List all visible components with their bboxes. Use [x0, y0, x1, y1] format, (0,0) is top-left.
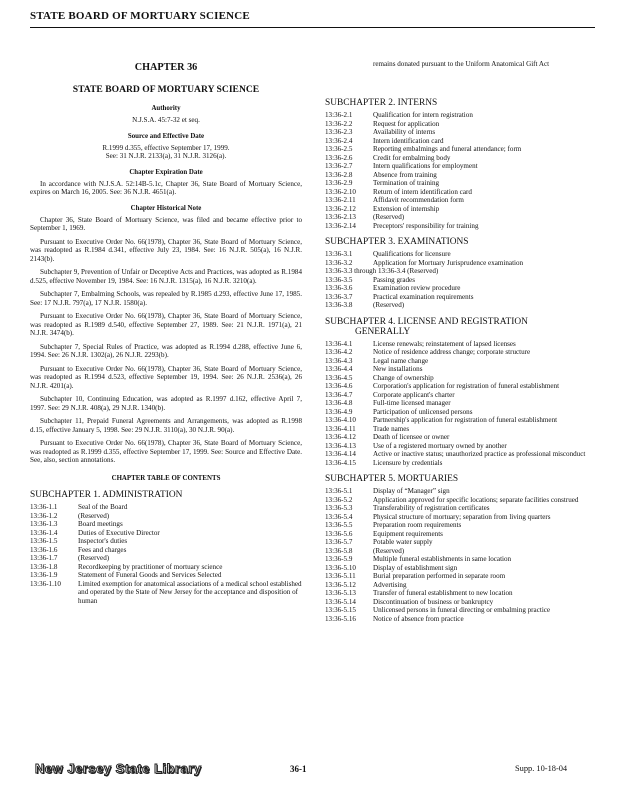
section-title: Notice of absence from practice: [373, 614, 464, 623]
section-list: [325, 250, 597, 310]
section-number: 13:36-4.15: [325, 458, 356, 467]
section-title: Potable water supply: [373, 538, 433, 546]
right-column: [325, 91, 597, 623]
section-title: Inspector's duties: [78, 537, 128, 545]
section-number: 13:36-4.4: [325, 365, 353, 373]
section-number: 13:36-2.12: [325, 204, 356, 213]
expiration-text: In accordance with N.J.S.A. 52:14B-5.1c, Chapter 36, State Board of Mortuary Science, expires on March 16, 2005. See: 36 N.J.R. 4651(a).: [30, 179, 302, 196]
source-line: See: 31 N.J.R. 2133(a), 31 N.J.R. 3126(a).: [105, 152, 227, 160]
authority-text: N.J.S.A. 45:7-32 et seq.: [132, 116, 200, 124]
section-title: Absence from training: [373, 170, 437, 179]
section-title: Participation of unlicensed persons: [373, 407, 473, 416]
section-title: Availability of interns: [373, 128, 436, 136]
history-paragraph: Subchapter 11, Prepaid Funeral Agreements and Arrangements, was adopted as R.1998 d.15, effective January 5, 1998. See: 29 N.J.R. 3110(a), 30 N.J.R. 90(a).: [30, 417, 302, 434]
section-number: 13:36-5.9: [325, 555, 353, 563]
continued-text: remains donated pursuant to the Uniform Anatomical Gift Act: [373, 60, 550, 68]
history-paragraph: Pursuant to Executive Order No. 66(1978), Chapter 36, State Board of Mortuary Science, was readopted as R.1984 d.341, effective July 23, 1984. See: 16 N.J.R. 505(a), 16 N.J.R. 2143(b).: [30, 237, 302, 263]
page-number: 36-1: [290, 764, 307, 774]
section-number: 13:36-2.13: [325, 213, 356, 221]
section-number: 13:36-5.16: [325, 614, 356, 623]
section-title: Advertising: [373, 580, 407, 589]
section-title: Affidavit recommendation form: [373, 196, 464, 204]
section-title: Unlicensed persons in funeral directing or embalming practice: [373, 606, 551, 614]
section-number: 13:36-4.10: [325, 416, 356, 424]
section-number: 13:36-5.2: [325, 495, 353, 504]
section-number: 13:36-2.3: [325, 128, 353, 136]
section-number: 13:36-1.8: [30, 562, 58, 571]
section-list: [325, 111, 597, 230]
subchapter-heading: SUBCHAPTER 1. ADMINISTRATION: [30, 490, 183, 500]
section-number: 13:36-4.6: [325, 382, 353, 390]
section-number: 13:36-4.3: [325, 356, 353, 365]
section-title: Seal of the Board: [78, 503, 128, 511]
header-rule: [30, 27, 595, 28]
section-title: Examination review procedure: [373, 284, 461, 292]
section-title: Change of ownership: [373, 373, 434, 382]
section-number: 13:36-5.11: [325, 572, 356, 580]
running-head: STATE BOARD OF MORTUARY SCIENCE: [30, 10, 250, 22]
section-number: 13:36-4.7: [325, 390, 353, 399]
section-number: 13:36-2.5: [325, 145, 353, 153]
section-title: Board meetings: [78, 520, 123, 528]
section-number: 13:36-2.7: [325, 162, 353, 170]
history-paragraph: Pursuant to Executive Order No. 66(1978), Chapter 36, State Board of Mortuary Science, was readopted as R.1999 d.355, effective September 17, 1999. See: Source and Effective Date. See, also, section annotations.: [30, 439, 302, 464]
section-title: Discontinuation of business or bankruptcy: [373, 597, 494, 606]
section-list: [325, 487, 597, 623]
section-number: 13:36-4.13: [325, 441, 356, 450]
subchapter-heading: SUBCHAPTER 2. INTERNS: [325, 98, 438, 108]
section-number: 13:36-4.12: [325, 433, 356, 441]
section-title: Statement of Funeral Goods and Services Selected: [78, 571, 222, 579]
section-title: Display of “Manager” sign: [373, 487, 450, 495]
section-title: Transfer of funeral establishment to new location: [373, 589, 513, 597]
section-title: New installations: [373, 365, 423, 373]
history-paragraph: Subchapter 7, Special Rules of Practice, was adopted as R.1994 d.288, effective June 6, 1994. See: 26 N.J.R. 1302(a), 26 N.J.R. 2293(b).: [30, 342, 302, 359]
section-number: 13:36-3.8: [325, 301, 353, 309]
section-number: 13:36-2.8: [325, 170, 353, 179]
section-title: (Reserved): [78, 511, 110, 520]
section-title: License renewals; reinstatement of lapsed licenses: [373, 339, 516, 348]
subchapter-heading: SUBCHAPTER 3. EXAMINATIONS: [325, 237, 469, 247]
section-number: 13:36-4.14: [325, 450, 356, 458]
chapter-number: CHAPTER 36: [134, 62, 198, 73]
section-number: 13:36-5.5: [325, 521, 353, 529]
section-number: 13:36-2.6: [325, 153, 353, 162]
section-number: 13:36-1.3: [30, 520, 58, 528]
section-number: 13:36-1.9: [30, 571, 58, 579]
section-number: 13:36-5.13: [325, 589, 356, 597]
section-title: Equipment requirements: [373, 529, 443, 538]
history-paragraph: Pursuant to Executive Order No. 66(1978), Chapter 36, State Board of Mortuary Science, was readopted as R.1989 d.540, effective September 27, 1989. See: 21 N.J.R. 1971(a), 21 N.J.R. 3474(b).: [30, 312, 302, 337]
history-paragraphs: [30, 216, 302, 465]
section-number: 13:36-4.11: [325, 424, 356, 433]
section-number: 13:36-1.6: [30, 545, 58, 554]
section-title: Application for Mortuary Jurisprudence examination: [373, 258, 524, 267]
section-title: Corporation's application for registration of funeral establishment: [373, 382, 560, 390]
section-title: Active or inactive status; unauthorized practice as professional misconduct: [373, 450, 586, 458]
toc-heading: CHAPTER TABLE OF CONTENTS: [111, 474, 221, 482]
section-title: Preparation room requirements: [373, 521, 462, 529]
history-paragraph: Subchapter 10, Continuing Education, was adopted as R.1997 d.162, effective April 7, 1997. See: 29 N.J.R. 408(a), 29 N.J.R. 1340(b).: [30, 395, 302, 412]
history-paragraph: Subchapter 7, Embalming Schools, was repealed by R.1985 d.293, effective June 17, 1985. See: 17 N.J.R. 797(a), 17 N.J.R. 1580(a).: [30, 290, 302, 307]
section-title: Reporting embalmings and funeral attendance; form: [373, 145, 522, 153]
section-range: 13:36-3.3 through 13:36-3.4 (Reserved): [325, 267, 439, 275]
section-title: Passing grades: [373, 275, 415, 284]
section-number: 13:36-5.12: [325, 580, 356, 589]
section-title: Recordkeeping by practitioner of mortuary science: [78, 562, 223, 571]
section-title: Physical structure of mortuary; separation from living quarters: [373, 512, 551, 521]
section-title: Corporate applicant's charter: [373, 390, 455, 399]
expiration-heading: Chapter Expiration Date: [129, 168, 203, 176]
section-title: Trade names: [373, 424, 410, 433]
section-title: (Reserved): [373, 301, 405, 309]
section-number: 13:36-3.6: [325, 284, 353, 292]
section-title: Death of licensee or owner: [373, 433, 450, 441]
section-title: Qualifications for licensure: [373, 250, 451, 258]
section-list: [325, 340, 597, 468]
source-heading: Source and Effective Date: [127, 132, 205, 140]
section-number: 13:36-3.1: [325, 250, 353, 258]
section-number: 13:36-5.14: [325, 597, 356, 606]
section-title: Credit for embalming body: [373, 153, 451, 162]
section-title: Licensure by credentials: [373, 458, 443, 467]
history-heading: Chapter Historical Note: [130, 204, 202, 212]
chapter-title: STATE BOARD OF MORTUARY SCIENCE: [72, 84, 260, 95]
section-title: (Reserved): [373, 213, 405, 221]
section-number: 13:36-1.2: [30, 511, 58, 520]
section-number: 13:36-5.1: [325, 487, 353, 495]
section-number: 13:36-4.5: [325, 373, 353, 382]
section-title: (Reserved): [78, 554, 110, 562]
section-number: 13:36-1.4: [30, 528, 58, 537]
section-number: 13:36-4.9: [325, 407, 353, 416]
section-title: Qualification for intern registration: [373, 111, 473, 119]
section-number: 13:36-2.11: [325, 196, 356, 204]
section-number: 13:36-1.5: [30, 537, 58, 545]
section-title: Request for application: [373, 119, 440, 128]
history-paragraph: Pursuant to Executive Order No. 66(1978), Chapter 36, State Board of Mortuary Science, was readopted as R.1994 d.523, effective September 19, 1994. See: 26 N.J.R. 2536(a), 26 N.J.R. 4201(a).: [30, 364, 302, 390]
section-number: 13:36-5.4: [325, 512, 353, 521]
section-number: 13:36-5.6: [325, 529, 353, 538]
section-title: Duties of Executive Director: [78, 528, 160, 537]
section-number: 13:36-5.15: [325, 606, 356, 614]
section-number: 13:36-4.1: [325, 339, 353, 348]
section-number: 13:36-5.10: [325, 563, 356, 572]
authority-heading: Authority: [151, 105, 181, 112]
section-list: [30, 503, 302, 605]
section-number: 13:36-2.10: [325, 187, 356, 196]
section-title: (Reserved): [373, 546, 405, 555]
section-number: 13:36-4.8: [325, 399, 353, 407]
section-title: Return of intern identification card: [373, 187, 472, 196]
section-title: Display of establishment sign: [373, 563, 458, 572]
section-number: 13:36-5.3: [325, 504, 353, 512]
library-logo: New Jersey State Library: [35, 761, 202, 776]
history-paragraph: Chapter 36, State Board of Mortuary Science, was filed and became effective prior to September 1, 1969.: [30, 215, 302, 232]
section-number: 13:36-3.5: [325, 275, 353, 284]
section-number: 13:36-5.7: [325, 538, 353, 546]
subchapter-heading: SUBCHAPTER 4. LICENSE AND REGISTRATION: [325, 316, 528, 327]
section-title: Intern qualifications for employment: [373, 162, 478, 170]
section-number: 13:36-3.7: [325, 292, 353, 301]
section-number: 13:36-2.9: [325, 179, 353, 187]
source-line: R.1999 d.355, effective September 17, 1999.: [102, 143, 230, 152]
section-number: 13:36-1.7: [30, 554, 58, 562]
section-title: Partnership's application for registration of funeral establishment: [373, 416, 558, 424]
section-title: Preceptors' responsibility for training: [373, 221, 479, 230]
section-title: Legal name change: [373, 356, 429, 365]
section-title: Intern identification card: [373, 136, 444, 145]
section-title: Transferability of registration certificates: [373, 504, 490, 512]
section-title: Termination of training: [373, 179, 440, 187]
section-title: Use of a registered mortuary owned by another: [373, 441, 507, 450]
section-number: 13:36-2.2: [325, 119, 353, 128]
section-number: 13:36-2.4: [325, 136, 353, 145]
section-number: 13:36-1.10: [30, 579, 61, 588]
section-title: Fees and charges: [78, 545, 127, 554]
section-number: 13:36-3.2: [325, 258, 353, 267]
section-number: 13:36-4.2: [325, 348, 353, 356]
subchapter-heading-continued: GENERALLY: [355, 326, 411, 337]
section-title: Limited exemption for anatomical associations of a medical school established and operated by the State of New Jersey for the acceptance and disposition of human: [78, 579, 302, 605]
section-number: 13:36-5.8: [325, 546, 353, 555]
subchapter-heading: SUBCHAPTER 5. MORTUARIES: [325, 474, 459, 484]
section-title: Notice of residence address change; corporate structure: [373, 348, 531, 356]
section-number: 13:36-1.1: [30, 503, 58, 511]
section-title: Burial preparation performed in separate room: [373, 572, 506, 580]
section-title: Application approved for specific locations; separate facilities construed: [373, 495, 579, 504]
section-number: 13:36-2.14: [325, 221, 356, 230]
section-title: Full-time licensed manager: [373, 399, 451, 407]
section-number: 13:36-2.1: [325, 111, 353, 119]
supplement-date: Supp. 10-18-04: [515, 764, 568, 773]
section-title: Extension of internship: [373, 204, 440, 213]
section-title: Practical examination requirements: [373, 292, 474, 301]
left-column: [30, 62, 302, 605]
history-paragraph: Subchapter 9, Prevention of Unfair or Deceptive Acts and Practices, was adopted as R.1984 d.525, effective November 19, 1984. See: 16 N.J.R. 1315(a), 16 N.J.R. 3210(a).: [30, 268, 302, 285]
section-title: Multiple funeral establishments in same location: [373, 555, 512, 563]
